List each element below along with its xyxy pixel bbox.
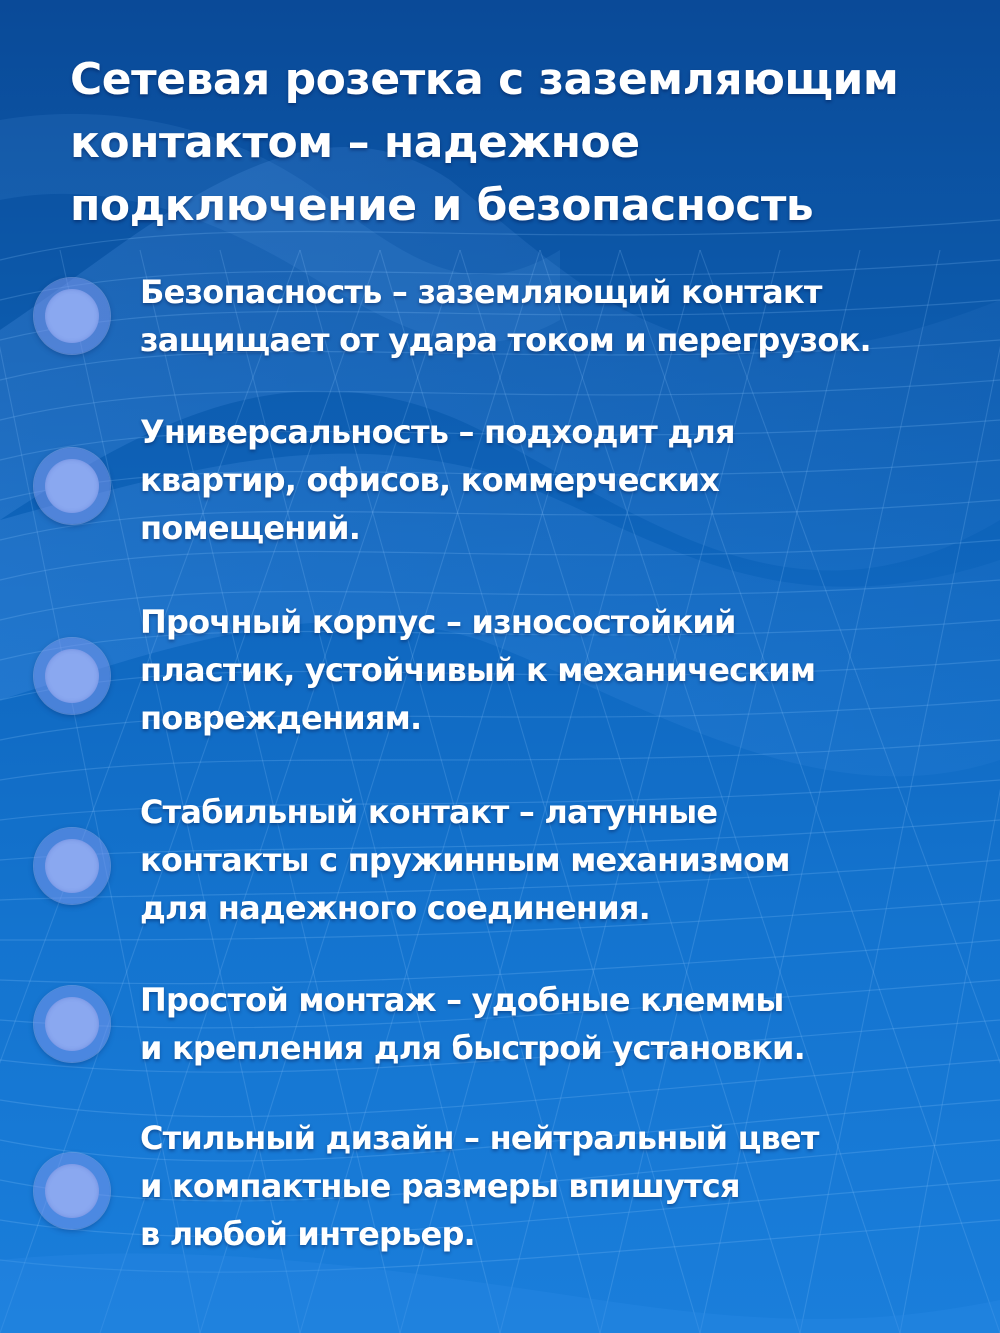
bullet-inner-dot: [45, 289, 99, 343]
feature-line: Стильный дизайн – нейтральный цвет: [140, 1119, 819, 1157]
bullet-inner-dot: [45, 459, 99, 513]
bullet-circle-icon: [34, 986, 110, 1062]
feature-text: [140, 408, 990, 552]
feature-line: пластик, устойчивый к механическим: [140, 651, 816, 689]
feature-line: в любой интерьер.: [140, 1215, 475, 1253]
feature-line: Универсальность – подходит для: [140, 413, 735, 451]
feature-line: помещений.: [140, 509, 361, 547]
bullet-circle-icon: [34, 278, 110, 354]
feature-line: квартир, офисов, коммерческих: [140, 461, 720, 499]
feature-line: Прочный корпус – износостойкий: [140, 603, 736, 641]
bullet-circle-icon: [34, 638, 110, 714]
feature-text: [140, 268, 990, 364]
feature-text: [140, 1114, 990, 1258]
feature-line: для надежного соединения.: [140, 889, 650, 927]
feature-line: Простой монтаж – удобные клеммы: [140, 981, 784, 1019]
title-line: Сетевая розетка с заземляющим: [70, 54, 899, 105]
feature-line: контакты с пружинным механизмом: [140, 841, 790, 879]
bullet-inner-dot: [45, 997, 99, 1051]
feature-line: повреждениям.: [140, 699, 422, 737]
bullet-circle-icon: [34, 448, 110, 524]
feature-line: защищает от удара током и перегрузок.: [140, 321, 871, 359]
feature-text: [140, 976, 990, 1072]
feature-text: [140, 788, 990, 932]
title-line: подключение и безопасность: [70, 180, 814, 231]
bullet-inner-dot: [45, 1164, 99, 1218]
title-line: контактом – надежное: [70, 117, 640, 168]
feature-line: Безопасность – заземляющий контакт: [140, 273, 822, 311]
feature-text: [140, 598, 990, 742]
bullet-circle-icon: [34, 1153, 110, 1229]
bullet-inner-dot: [45, 649, 99, 703]
page-title: [70, 48, 970, 237]
bullet-inner-dot: [45, 839, 99, 893]
feature-line: Стабильный контакт – латунные: [140, 793, 718, 831]
bullet-circle-icon: [34, 828, 110, 904]
feature-line: и крепления для быстрой установки.: [140, 1029, 805, 1067]
feature-line: и компактные размеры впишутся: [140, 1167, 740, 1205]
